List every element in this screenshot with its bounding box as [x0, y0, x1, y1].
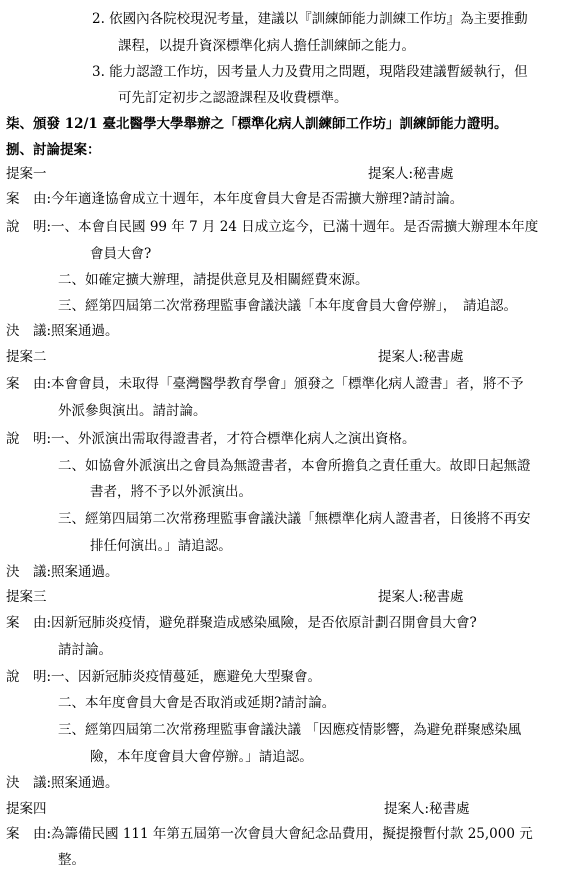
proposal-reason-line: 請討論。	[58, 642, 112, 658]
proposal-explanation-line: 三、經第四屆第二次常務理監事會議決議「無標準化病人證書者，日後將不再安	[58, 511, 531, 527]
proposer-label: 提案人:秘書處	[378, 349, 464, 365]
proposal-resolution: 決 議:照案通過。	[6, 775, 119, 791]
proposal-reason-line: 案 由:今年適逢協會成立十週年，本年度會員大會是否需擴大辦理?請討論。	[6, 191, 464, 207]
proposal-reason-line: 案 由:本會會員，未取得「臺灣醫學教育學會」頒發之「標準化病人證書」者，將不予	[6, 376, 524, 392]
proposal-explanation-line: 排任何演出。」請追認。	[90, 538, 232, 554]
proposer-label: 提案人:秘書處	[368, 166, 454, 182]
proposal-title: 提案三	[6, 589, 47, 605]
proposal-explanation-line: 險，本年度會員大會停辦。」請追認。	[90, 749, 313, 765]
proposal-title: 提案四	[6, 801, 47, 817]
proposal-explanation-line: 說 明:一、本會自民國 99 年 7 月 24 日成立迄今，已滿十週年。是否需擴大辦理本年度	[6, 219, 539, 235]
proposal-reason-line: 外派參與演出。請討論。	[58, 403, 207, 419]
proposal-resolution: 決 議:照案通過。	[6, 323, 119, 339]
proposal-explanation-line: 三、經第四屆第二次常務理監事會議決議「本年度會員大會停辦」， 請追認。	[58, 298, 517, 314]
proposal-reason-line: 案 由:因新冠肺炎疫情，避免群聚造成感染風險，是否依原計劃召開會員大會?	[6, 615, 477, 631]
proposer-label: 提案人:秘書處	[378, 589, 464, 605]
proposal-explanation-line: 會員大會?	[90, 246, 152, 262]
proposal-reason-line: 案 由:為籌備民國 111 年第五屆第一次會員大會紀念品費用，擬提撥暫付款 25,000 元	[6, 826, 533, 842]
item-2-line-1: 2. 依國內各院校現況考量，建議以『訓練師能力訓練工作坊』為主要推動	[92, 11, 528, 27]
proposal-explanation-line: 二、如協會外派演出之會員為無證書者，本會所擔負之責任重大。故即日起無證	[58, 458, 531, 474]
proposal-explanation-line: 二、如確定擴大辦理，請提供意見及相關經費來源。	[58, 272, 369, 288]
proposer-label: 提案人:秘書處	[384, 801, 470, 817]
item-2-line-2: 課程，以提升資深標準化病人擔任訓練師之能力。	[118, 38, 415, 54]
proposal-explanation-line: 三、經第四屆第二次常務理監事會議決議 「因應疫情影響，為避免群聚感染風	[58, 722, 522, 738]
proposal-resolution: 決 議:照案通過。	[6, 564, 119, 580]
proposal-explanation-line: 說 明:一、因新冠肺炎疫情蔓延，應避免大型聚會。	[6, 669, 322, 685]
proposal-reason-line: 整。	[58, 852, 85, 868]
item-3-line-1: 3. 能力認證工作坊，因考量人力及費用之問題，現階段建議暫緩執行，但	[92, 64, 528, 80]
section-seven-heading: 柒、頒發 12/1 臺北醫學大學舉辦之「標準化病人訓練師工作坊」訓練師能力證明。	[6, 116, 508, 132]
section-eight-heading: 捌、討論提案：	[6, 142, 101, 158]
proposal-explanation-line: 二、本年度會員大會是否取消或延期?請討論。	[58, 695, 336, 711]
proposal-explanation-line: 書者，將不予以外派演出。	[90, 484, 252, 500]
proposal-title: 提案二	[6, 349, 47, 365]
proposal-explanation-line: 說 明:一、外派演出需取得證書者，才符合標準化病人之演出資格。	[6, 431, 416, 447]
proposal-title: 提案一	[6, 166, 47, 182]
item-3-line-2: 可先訂定初步之認證課程及收費標準。	[118, 90, 348, 106]
